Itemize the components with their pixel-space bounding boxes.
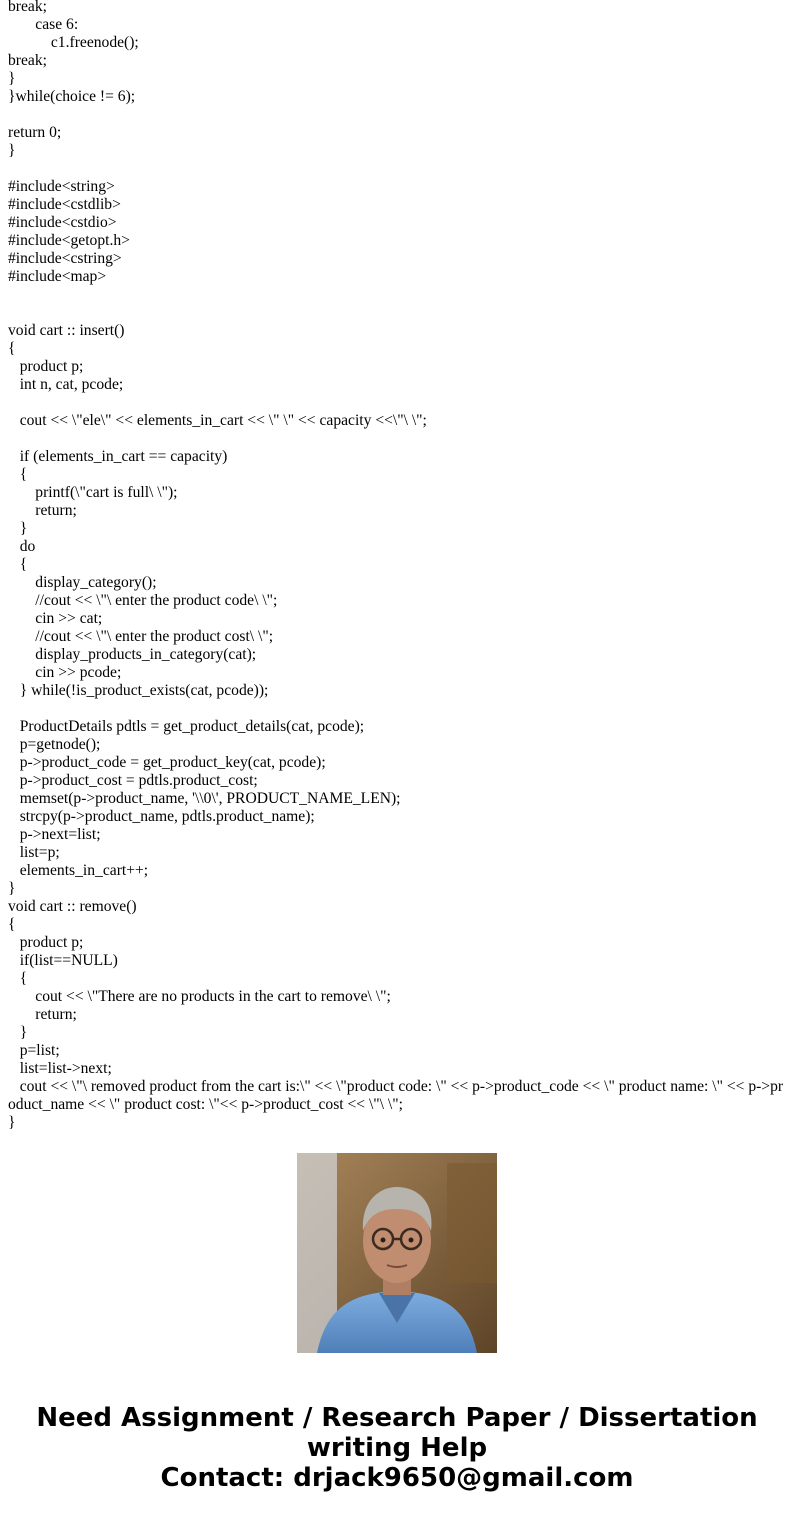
code-line: void cart :: insert() bbox=[8, 322, 125, 339]
code-line: do bbox=[8, 538, 36, 555]
code-line: #include<map> bbox=[8, 268, 107, 285]
code-line: //cout << \"\ enter the product cost\ \"; bbox=[8, 628, 274, 645]
code-line: list=p; bbox=[8, 844, 60, 861]
code-line: return 0; bbox=[8, 124, 62, 141]
code-line: elements_in_cart++; bbox=[8, 862, 149, 879]
code-line: } bbox=[8, 1114, 16, 1131]
code-line: return; bbox=[8, 1006, 77, 1023]
code-line: } bbox=[8, 1024, 28, 1041]
contact-banner bbox=[0, 1403, 794, 1493]
banner-line-2: writing Help bbox=[306, 1433, 488, 1463]
code-line: p=list; bbox=[8, 1042, 60, 1059]
code-line: break; bbox=[8, 0, 47, 15]
code-line: //cout << \"\ enter the product code\ \"; bbox=[8, 592, 278, 609]
code-line: cin >> pcode; bbox=[8, 664, 122, 681]
code-line: display_products_in_category(cat); bbox=[8, 646, 257, 663]
code-line bbox=[8, 106, 788, 124]
code-line bbox=[8, 700, 788, 718]
avatar bbox=[297, 1153, 497, 1353]
code-line: p->next=list; bbox=[8, 826, 101, 843]
code-line: c1.freenode(); bbox=[8, 34, 139, 51]
code-line: printf(\"cart is full\ \"); bbox=[8, 484, 178, 501]
code-line: return; bbox=[8, 502, 77, 519]
code-line: list=list->next; bbox=[8, 1060, 112, 1077]
code-line bbox=[8, 160, 788, 178]
code-line: cout << \"ele\" << elements_in_cart << \" \" << capacity <<\"\ \"; bbox=[8, 412, 427, 429]
code-line: break; bbox=[8, 52, 47, 69]
code-listing bbox=[8, 0, 788, 1131]
code-line: cout << \"\ removed product from the cart is:\" << \"product code: \" << p->product_code << \" product name: \" << p->product_name << \" product cost: \"<< p->product_cost << \"\ \"; bbox=[8, 1078, 784, 1113]
code-line: if (elements_in_cart == capacity) bbox=[8, 448, 228, 465]
code-line bbox=[8, 394, 788, 412]
code-line: memset(p->product_name, '\\0\', PRODUCT_NAME_LEN); bbox=[8, 790, 401, 807]
code-line: } bbox=[8, 142, 16, 159]
code-line: #include<cstring> bbox=[8, 250, 122, 267]
code-line: product p; bbox=[8, 358, 84, 375]
code-line: { bbox=[8, 916, 16, 933]
code-line bbox=[8, 304, 788, 322]
code-line: #include<getopt.h> bbox=[8, 232, 130, 249]
code-line bbox=[8, 286, 788, 304]
code-line: strcpy(p->product_name, pdtls.product_name); bbox=[8, 808, 315, 825]
code-line: cout << \"There are no products in the cart to remove\ \"; bbox=[8, 988, 391, 1005]
code-line: #include<cstdio> bbox=[8, 214, 117, 231]
code-line: { bbox=[8, 466, 28, 483]
code-line: { bbox=[8, 556, 28, 573]
code-line: p=getnode(); bbox=[8, 736, 101, 753]
code-line: #include<cstdlib> bbox=[8, 196, 121, 213]
code-line: { bbox=[8, 340, 16, 357]
code-line: } bbox=[8, 880, 16, 897]
code-line: case 6: bbox=[8, 16, 79, 33]
code-line: { bbox=[8, 970, 28, 987]
code-line: product p; bbox=[8, 934, 84, 951]
code-line: if(list==NULL) bbox=[8, 952, 118, 969]
code-line: int n, cat, pcode; bbox=[8, 376, 124, 393]
banner-contact-line: Contact: drjack9650@gmail.com bbox=[160, 1463, 634, 1493]
code-line: } bbox=[8, 520, 28, 537]
banner-line-1: Need Assignment / Research Paper / Dissertation bbox=[36, 1403, 758, 1433]
code-line: ProductDetails pdtls = get_product_details(cat, pcode); bbox=[8, 718, 365, 735]
code-line: } while(!is_product_exists(cat, pcode)); bbox=[8, 682, 269, 699]
code-line: display_category(); bbox=[8, 574, 157, 591]
code-line: p->product_code = get_product_key(cat, pcode); bbox=[8, 754, 326, 771]
code-line: void cart :: remove() bbox=[8, 898, 137, 915]
code-line: }while(choice != 6); bbox=[8, 88, 136, 105]
code-line: cin >> cat; bbox=[8, 610, 103, 627]
code-line: } bbox=[8, 70, 16, 87]
avatar-portrait bbox=[297, 1153, 497, 1353]
code-line: p->product_cost = pdtls.product_cost; bbox=[8, 772, 258, 789]
code-line: #include<string> bbox=[8, 178, 115, 195]
code-line bbox=[8, 430, 788, 448]
